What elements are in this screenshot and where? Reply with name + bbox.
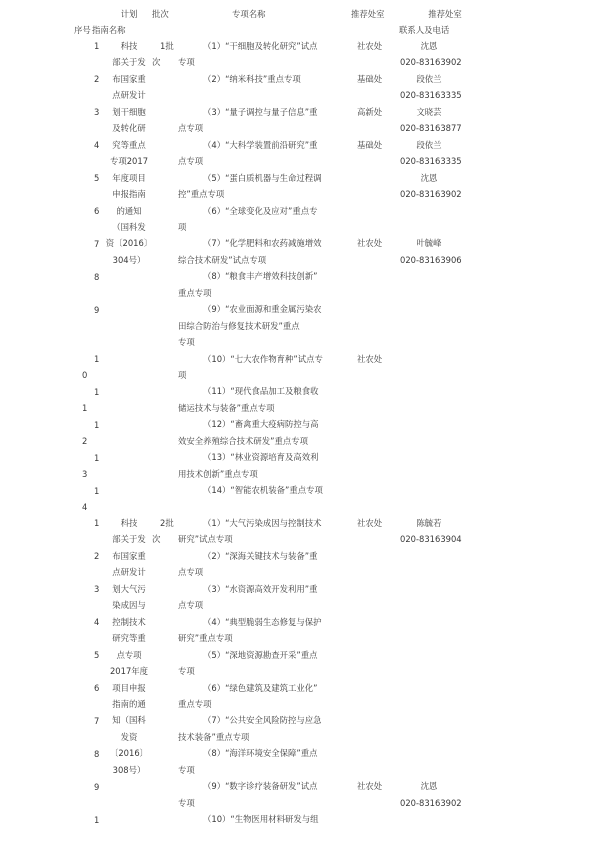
project-name-line: 技术装备”重点专项 (178, 731, 250, 742)
project-name-line: （8）“粮食丰产增效科技创新” (203, 271, 318, 282)
header-contact-line1: 推荐处室 (428, 9, 462, 19)
contact-phone: 020-83163904 (400, 534, 462, 545)
header-batch: 批次 (152, 9, 169, 19)
contact-phone: 020-83163902 (400, 189, 462, 200)
guide-name-line: （国科发 (112, 221, 146, 232)
seq-digit: 1 (94, 387, 100, 397)
guide-name-line: 年度项目 (112, 172, 146, 183)
header-guide-line1: 计划 (120, 9, 138, 19)
contact-phone: 020-83163906 (400, 254, 462, 265)
header-project: 专项名称 (232, 9, 266, 19)
seq-digit: 8 (94, 749, 100, 759)
seq-digit: 1 (94, 518, 100, 528)
project-name-line: （1）“干细胞及转化研究”试点 (203, 41, 318, 51)
seq-digit: 5 (94, 650, 100, 660)
project-name-line: 储运技术与装备”重点专项 (178, 402, 275, 413)
project-name-line: 点专项 (178, 600, 204, 611)
seq-digit: 1 (94, 354, 100, 364)
guide-name-line: 304号） (112, 254, 146, 265)
seq-digit: 7 (94, 239, 100, 249)
guide-name-line: 点研发计 (112, 567, 146, 578)
office-value: 社农处 (357, 238, 383, 249)
contact-name: 沈恩 (420, 172, 438, 183)
contact-name: 沈恩 (420, 781, 438, 792)
project-name-line: 重点专项 (178, 287, 212, 298)
project-name-line: （14）“智能农机装备”重点专项 (203, 485, 323, 496)
guide-name-line: 点研发计 (112, 90, 146, 101)
seq-digit: 4 (82, 502, 88, 512)
seq-digit: 1 (94, 453, 100, 463)
guide-name-line: 划干细胞 (112, 106, 146, 117)
guide-name-line: 究等重点 (112, 139, 146, 150)
project-name-line: 研究”重点专项 (178, 633, 233, 644)
batch-value: 1批 (160, 41, 174, 51)
office-value: 基础处 (357, 139, 383, 150)
guide-name-line: 项目申报 (112, 682, 146, 693)
header-seq: 序号 (74, 25, 91, 35)
office-value: 社农处 (357, 353, 383, 364)
seq-digit: 1 (94, 815, 100, 825)
project-name-line: 田综合防治与修复技术研发”重点 (178, 320, 300, 331)
guide-name-line: 〔2016〕 (109, 748, 149, 759)
project-name-line: （7）“化学肥料和农药减施增效 (203, 238, 322, 249)
seq-digit: 5 (94, 173, 100, 183)
header-contact-line2: 联系人及电话 (399, 25, 450, 35)
contact-name: 陈毓若 (416, 518, 442, 528)
header-office: 推荐处室 (351, 9, 385, 19)
project-name-line: （11）“现代食品加工及粮食收 (203, 386, 319, 397)
guide-name-line: 布国家重 (112, 73, 146, 84)
contact-phone: 020-83163902 (400, 797, 462, 808)
guide-name-line: 2017年度 (109, 666, 149, 677)
office-value: 社农处 (357, 518, 383, 528)
seq-digit: 8 (94, 272, 100, 282)
project-name-line: 研究”试点专项 (178, 534, 233, 545)
guide-name-line: 发资 (120, 731, 138, 742)
project-name-line: （5）“蛋白质机器与生命过程调 (203, 172, 322, 183)
project-name-line: （10）“七大农作物育种”试点专 (203, 353, 323, 364)
guide-name-line: 布国家重 (112, 550, 146, 561)
project-name-line: （1）“大气污染成因与控制技术 (203, 518, 322, 528)
project-name-line: （4）“典型脆弱生态修复与保护 (203, 616, 322, 627)
seq-digit: 9 (94, 782, 100, 792)
guide-name-line: 研究等重 (112, 633, 146, 644)
project-name-line: （13）“林业资源培育及高效利 (203, 452, 319, 463)
project-name-line: （12）“畜禽重大疫病防控与高 (203, 419, 319, 430)
project-name-line: （2）“深海关键技术与装备”重 (203, 550, 318, 561)
seq-digit: 4 (94, 140, 100, 150)
project-name-line: 点专项 (178, 123, 204, 134)
project-name-line: 项 (178, 221, 187, 232)
guide-name-line: 申报指南 (112, 189, 146, 200)
guide-name-line: 控制技术 (112, 616, 146, 627)
project-name-line: 专项 (178, 337, 195, 348)
contact-name: 段依兰 (416, 73, 442, 84)
guide-name-line: 科技 (120, 518, 138, 528)
contact-phone: 020-83163335 (400, 90, 462, 101)
project-name-line: （2）“纳米科技”重点专项 (203, 73, 301, 84)
project-name-line: （4）“大科学装置前沿研究”重 (203, 139, 318, 150)
office-value: 高新处 (357, 106, 383, 117)
project-name-line: 点专项 (178, 567, 204, 578)
seq-digit: 0 (82, 370, 88, 380)
guide-name-line: 的通知 (116, 205, 142, 216)
batch-value: 2批 (160, 518, 174, 528)
project-name-line: 效安全养殖综合技术研发”重点专项 (178, 435, 308, 446)
office-value: 基础处 (357, 73, 383, 84)
guide-name-line: 划大气污 (112, 583, 146, 594)
project-name-line: 专项 (178, 666, 195, 677)
seq-digit: 2 (82, 436, 88, 446)
project-name-line: 用技术创新”重点专项 (178, 468, 258, 479)
project-name-line: （6）“全球变化及应对”重点专 (203, 205, 318, 216)
project-name-line: （10）“生物医用材料研发与组 (203, 814, 319, 825)
seq-digit: 2 (94, 551, 100, 561)
project-name-line: （5）“深地资源勘查开采”重点 (203, 649, 318, 660)
seq-digit: 3 (82, 469, 88, 479)
seq-digit: 3 (94, 584, 100, 594)
project-name-line: 专项 (178, 57, 195, 68)
contact-name: 文晓芸 (416, 106, 442, 117)
project-name-line: 点专项 (178, 156, 204, 167)
project-name-line: （6）“绿色建筑及建筑工业化” (203, 682, 318, 693)
seq-digit: 1 (94, 420, 100, 430)
seq-digit: 6 (94, 683, 100, 693)
seq-digit: 7 (94, 716, 100, 726)
contact-name: 叶毓峰 (416, 238, 442, 249)
guide-name-line: 指南的通 (112, 698, 146, 709)
guide-name-line: 部关于发 (112, 534, 146, 545)
seq-digit: 1 (94, 486, 100, 496)
guide-name-line: 308号） (112, 764, 146, 775)
guide-name-line: 及转化研 (112, 123, 146, 134)
guide-name-line: 知（国科 (112, 715, 146, 726)
project-name-line: 重点专项 (178, 698, 212, 709)
guide-name-line: 点专项 (116, 649, 142, 660)
project-name-line: 综合技术研发”试点专项 (178, 254, 267, 265)
seq-digit: 3 (94, 107, 100, 117)
guide-name-line: 资〔2016〕 (105, 238, 153, 249)
guide-name-line: 专项2017 (109, 156, 149, 167)
seq-digit: 9 (94, 305, 100, 315)
seq-digit: 6 (94, 206, 100, 216)
office-value: 社农处 (357, 781, 383, 792)
batch-value: 次 (152, 57, 161, 68)
project-name-line: 专项 (178, 764, 195, 775)
contact-name: 段依兰 (416, 139, 442, 150)
project-name-line: （9）“数字诊疗装备研发”试点 (203, 781, 318, 792)
batch-value: 次 (152, 534, 161, 545)
project-name-line: 专项 (178, 797, 195, 808)
office-value: 社农处 (357, 41, 383, 51)
contact-phone: 020-83163902 (400, 57, 462, 68)
guide-name-line: 染成因与 (112, 600, 146, 611)
seq-digit: 4 (94, 617, 100, 627)
project-name-line: （3）“量子调控与量子信息”重 (203, 106, 318, 117)
guide-name-line: 部关于发 (112, 57, 146, 68)
seq-digit: 2 (94, 74, 100, 84)
project-name-line: （3）“水资源高效开发利用”重 (203, 583, 318, 594)
seq-digit: 1 (94, 41, 100, 51)
guide-name-line: 科技 (120, 41, 138, 51)
project-name-line: （8）“海洋环境安全保障”重点 (203, 748, 318, 759)
seq-digit: 1 (82, 403, 88, 413)
header-guide-line2: 指南名称 (92, 25, 126, 35)
project-name-line: 控”重点专项 (178, 189, 225, 200)
project-name-line: （7）“公共安全风险防控与应急 (203, 715, 322, 726)
contact-phone: 020-83163877 (400, 123, 462, 134)
project-name-line: 项 (178, 370, 187, 380)
contact-name: 沈恩 (420, 41, 438, 51)
project-name-line: （9）“农业面源和重金属污染农 (203, 304, 322, 315)
contact-phone: 020-83163335 (400, 156, 462, 167)
